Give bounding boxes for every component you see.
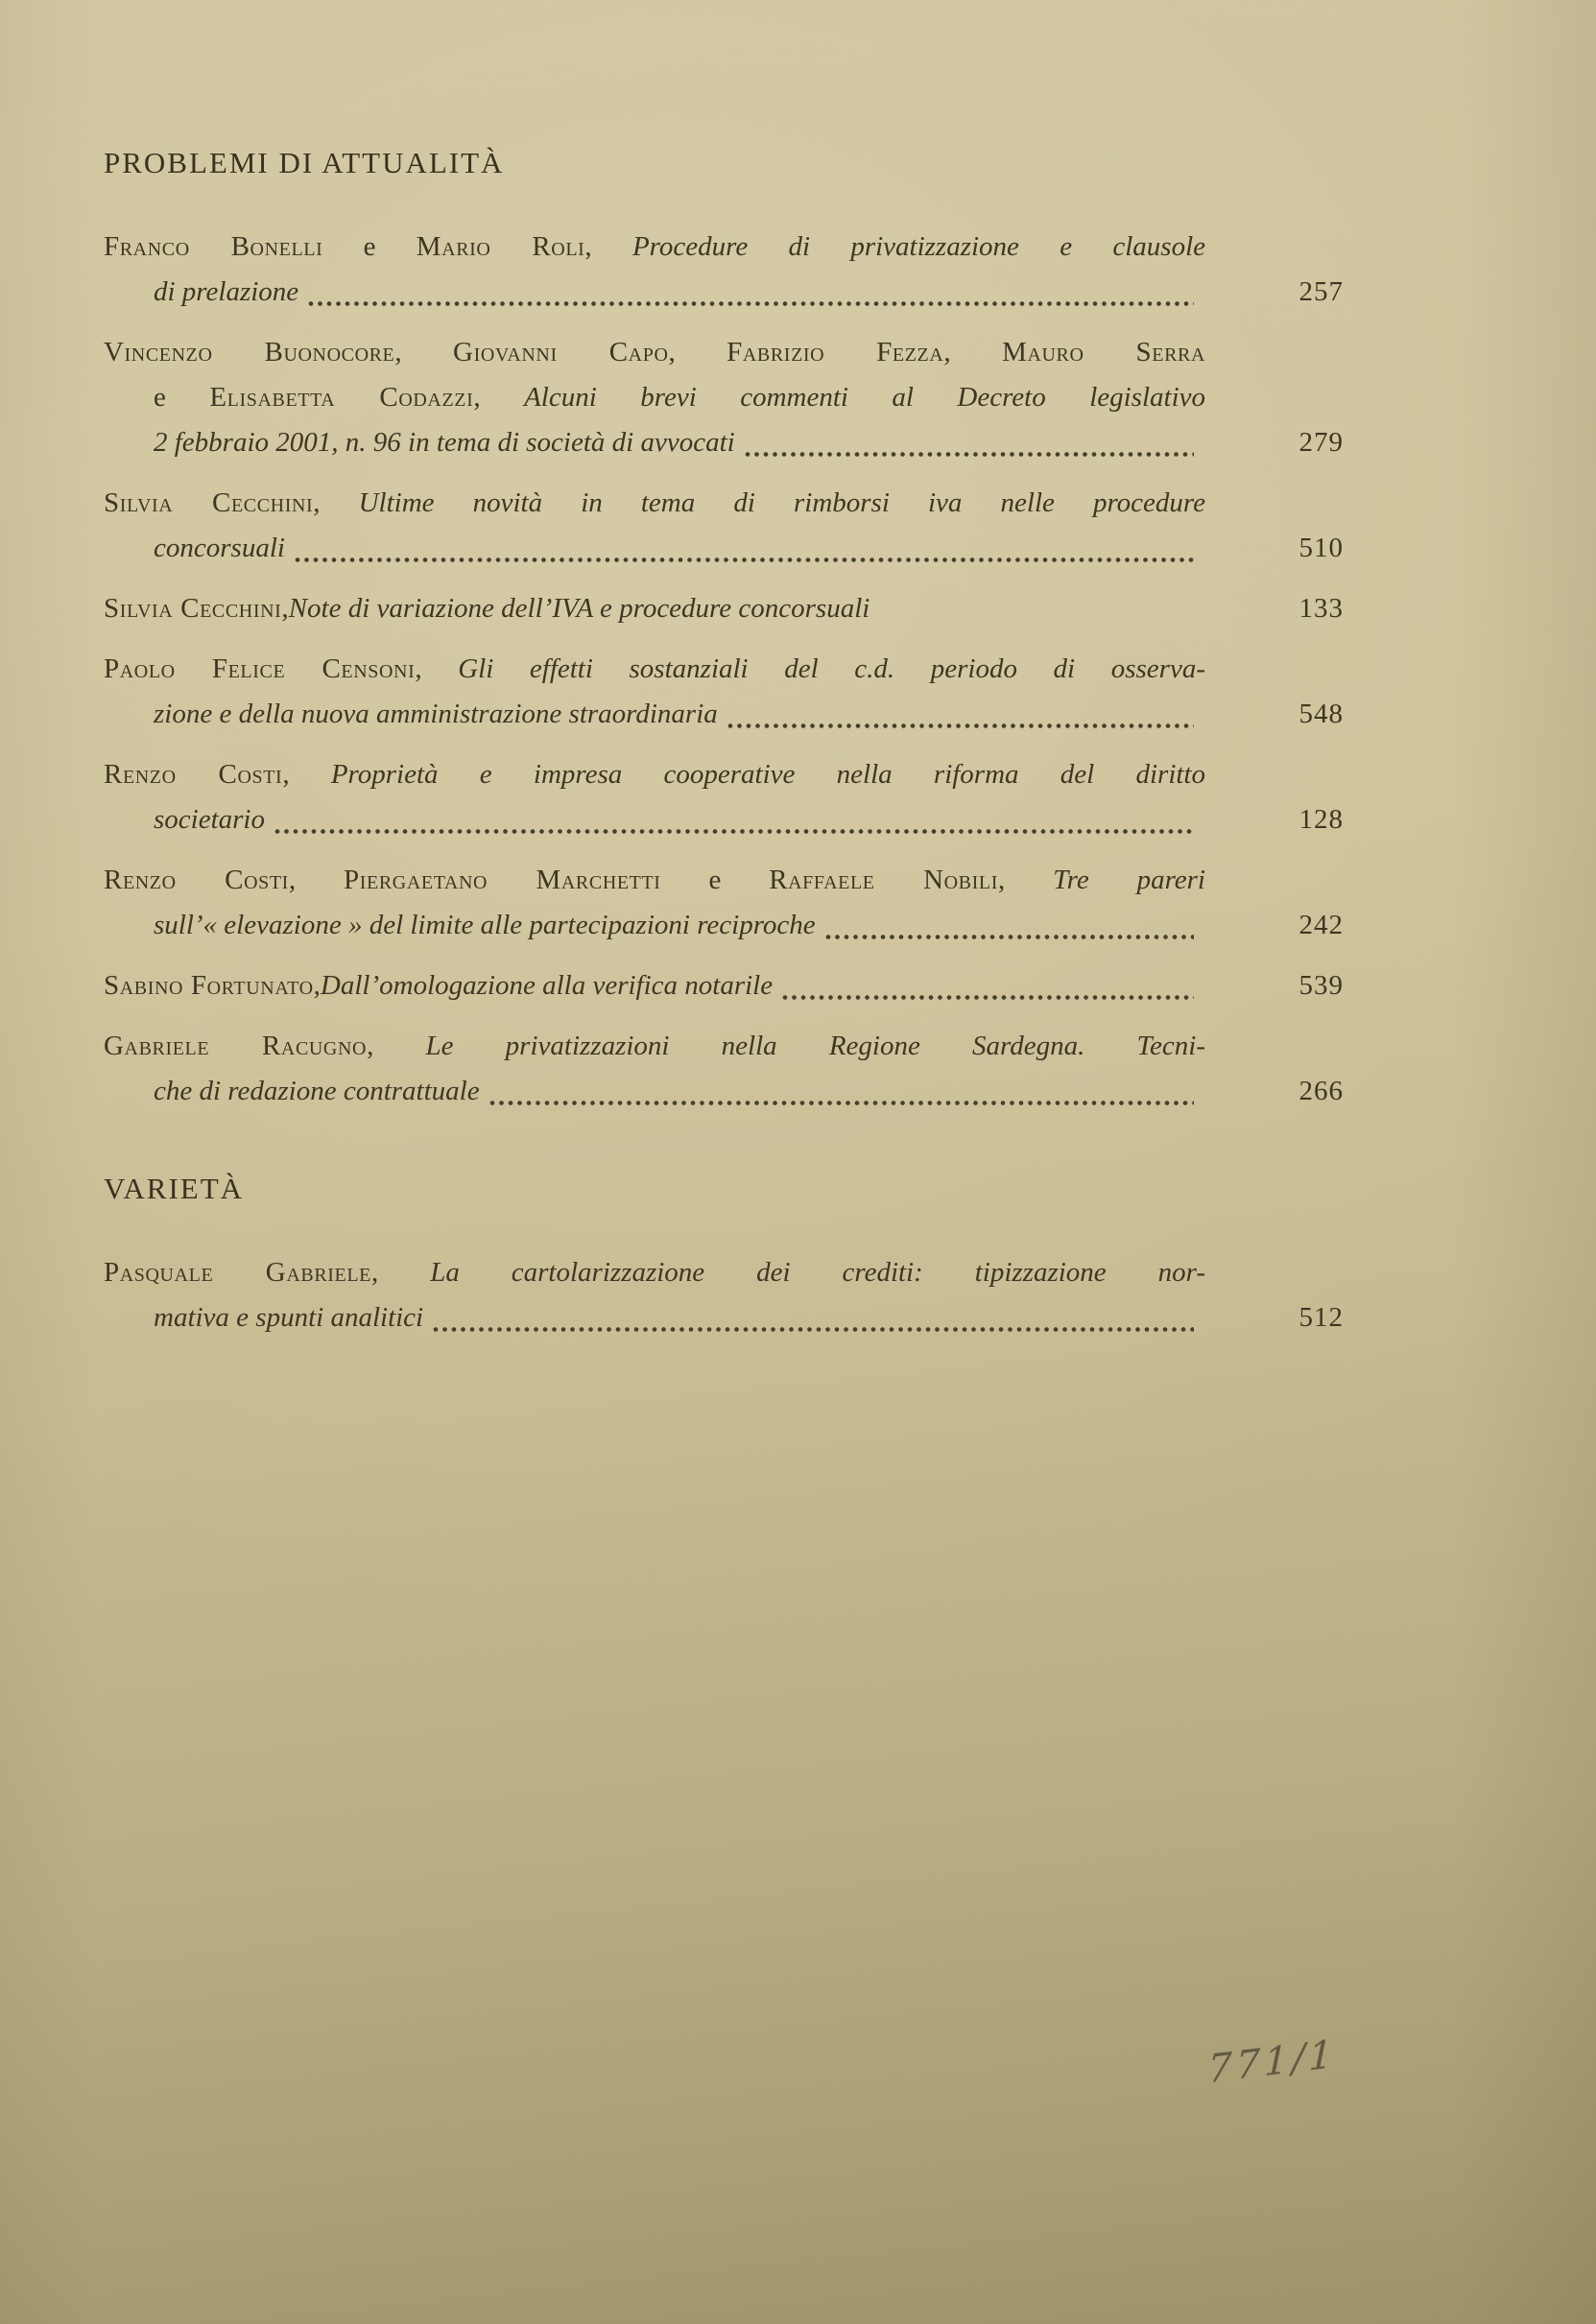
author-name: Gabriele Racugno [104,1031,368,1061]
author-name: Silvia Cecchini [104,487,314,518]
work-title: Procedure di privatizzazione e clausole [631,231,1206,262]
author-name: Elisabetta Codazzi [209,382,474,413]
connective-text: e [154,382,210,413]
toc-line [104,1250,1205,1295]
connective-text: , [313,970,321,1001]
author-name: Raffaele Nobili [769,865,998,895]
page-number: 266 [1298,1076,1344,1106]
page-number: 128 [1298,804,1344,835]
page-number: 539 [1298,970,1344,1001]
toc-line [104,963,1344,1008]
toc-entry [104,586,1344,631]
toc-line [104,481,1205,526]
connective-text: , [282,759,331,790]
handwritten-mark: 771/1 [1207,2031,1338,2093]
toc-entry [104,858,1344,948]
toc-line [104,647,1205,692]
toc-line [104,903,1344,948]
toc-line [104,752,1205,797]
dot-leader [745,451,1194,458]
dot-leader [489,1100,1194,1106]
author-name: Franco Bonelli [104,231,323,262]
toc-line [104,1295,1344,1340]
page-number: 512 [1298,1302,1344,1333]
work-title: La cartolarizzazione dei crediti: tipizzazione nor- [430,1257,1205,1288]
page-number: 279 [1298,427,1344,458]
toc-root [104,140,1344,1356]
work-title: Dall’omologazione alla verifica notarile [320,970,774,1001]
page-number: 242 [1298,910,1344,940]
author-name: Silvia Cecchini [104,593,282,624]
work-title: Tre pareri [1053,865,1205,895]
work-title: societario [154,804,265,835]
toc-line [104,1069,1344,1114]
connective-text: e [322,231,417,262]
dot-leader [308,300,1194,307]
work-title: di prelazione [154,276,299,307]
page-number: 133 [1298,593,1344,624]
toc-line [104,1024,1205,1069]
section-heading: VARIETÀ [104,1172,245,1205]
author-name: Renzo Costi [104,865,289,895]
connective-text: , [281,593,289,624]
connective-text: , [473,382,525,413]
dot-leader [782,994,1194,1001]
dot-leader [274,828,1194,835]
author-name: Giovanni Capo [453,337,669,368]
work-title: zione e della nuova amministrazione straordinaria [154,699,718,729]
author-name: Mario Roli [416,231,585,262]
toc-line [104,797,1344,842]
toc-line [104,270,1344,315]
toc-line [104,858,1205,903]
toc-entry [104,330,1344,465]
dot-leader [825,934,1194,940]
page-number: 257 [1298,276,1344,307]
work-title: Ultime novità in tema di rimborsi iva nelle procedure [358,487,1205,518]
toc-entry [104,225,1344,315]
author-name: Renzo Costi [104,759,283,790]
connective-text: , [394,337,454,368]
work-title: che di redazione contrattuale [154,1076,480,1106]
author-name: Pasquale Gabriele [104,1257,371,1288]
toc-line [104,225,1205,270]
toc-entry [104,1024,1344,1114]
toc-line [104,375,1205,420]
author-name: Piergaetano Marchetti [344,865,661,895]
work-title: Note di variazione dell’IVA e procedure concorsuali [288,593,870,624]
toc-line [104,330,1205,375]
toc-line [104,526,1344,571]
toc-entry [104,1250,1344,1340]
section-heading: PROBLEMI DI ATTUALITÀ [104,146,505,179]
author-name: Fabrizio Fezza [727,337,944,368]
connective-text: , [313,487,359,518]
toc-line [104,586,1344,631]
toc-entry [104,752,1344,842]
dot-leader [727,723,1194,729]
toc-entry [104,481,1344,571]
work-title: Alcuni brevi commenti al Decreto legislativo [524,382,1206,413]
author-name: Paolo Felice Censoni [104,653,416,684]
connective-text: e [660,865,770,895]
connective-text: , [584,231,632,262]
author-name: Sabino Fortunato [104,970,314,1001]
connective-text: , [668,337,727,368]
connective-text: , [943,337,1003,368]
toc-line [104,420,1344,465]
connective-text: , [370,1257,431,1288]
work-title: Gli effetti sostanziali del c.d. periodo di osserva- [458,653,1205,684]
connective-text: , [997,865,1054,895]
work-title: concorsuali [154,533,285,563]
toc-line [104,692,1344,737]
connective-text: , [415,653,459,684]
dot-leader [295,557,1194,563]
author-name: Mauro Serra [1002,337,1206,368]
work-title: Proprietà e impresa cooperative nella riforma del diritto [330,759,1205,790]
author-name: Vincenzo Buonocore [104,337,395,368]
page-number: 548 [1298,699,1344,729]
work-title: mativa e spunti analitici [154,1302,424,1333]
connective-text: , [367,1031,426,1061]
work-title: Le privatizzazioni nella Regione Sardegna. Tecni- [425,1031,1205,1061]
toc-entry [104,647,1344,737]
connective-text: , [288,865,345,895]
work-title: 2 febbraio 2001, n. 96 in tema di società di avvocati [154,427,735,458]
page-number: 510 [1298,533,1344,563]
toc-entry [104,963,1344,1008]
dot-leader [433,1326,1194,1333]
work-title: sull’« elevazione » del limite alle partecipazioni reciproche [154,910,816,940]
